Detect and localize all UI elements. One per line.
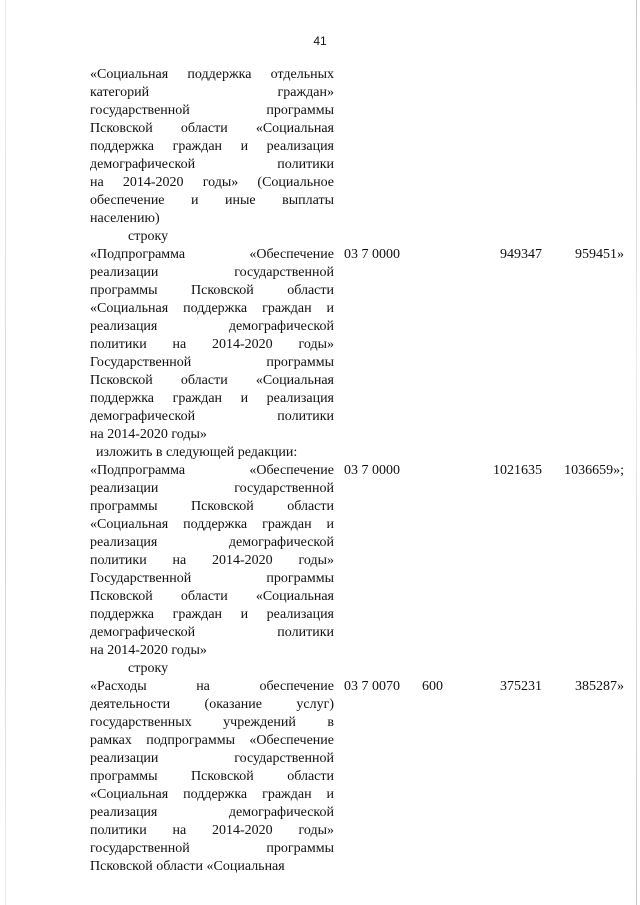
row-new-description	[90, 462, 334, 660]
text-line: реализация демографической	[90, 319, 334, 334]
row-expenses-code: 03 7 0070	[344, 679, 400, 694]
text-line: обеспечение и иные выплаты	[90, 193, 334, 208]
text-line: Псковской области «Социальная	[90, 121, 334, 136]
row-old-value-2: 959451»	[575, 247, 624, 262]
text-line: Псковской области «Социальная	[90, 859, 285, 874]
text-line: политики на 2014-2020 годы»	[90, 337, 334, 352]
row-old-value-1: 949347	[500, 247, 542, 262]
text-line: государственных учреждений в	[90, 715, 334, 730]
text-line: демографической политики	[90, 625, 334, 640]
text-line: «Социальная поддержка отдельных	[90, 67, 334, 82]
text-line: демографической политики	[90, 409, 334, 424]
text-line: реализации государственной	[90, 265, 334, 280]
note-stroku-2: строку	[128, 661, 169, 676]
table-row-new-subprogram	[90, 462, 640, 660]
text-line: деятельности (оказание услуг)	[90, 697, 334, 712]
intro-block	[90, 66, 640, 228]
row-old-code: 03 7 0000	[344, 247, 400, 262]
text-line: поддержка граждан и реализация	[90, 139, 334, 154]
row-expenses-expense-type: 600	[422, 679, 443, 694]
text-line: поддержка граждан и реализация	[90, 391, 334, 406]
text-line: «Подпрограмма «Обеспечение	[90, 247, 334, 262]
scan-edge-left	[5, 0, 6, 905]
text-line: «Социальная поддержка граждан и	[90, 517, 334, 532]
table-row-old-subprogram	[90, 246, 640, 444]
text-line: реализация демографической	[90, 805, 334, 820]
text-line: государственной программы	[90, 841, 334, 856]
text-line: политики на 2014-2020 годы»	[90, 553, 334, 568]
text-line: «Социальная поддержка граждан и	[90, 301, 334, 316]
text-line: демографической политики	[90, 157, 334, 172]
text-line: государственной программы	[90, 103, 334, 118]
text-line: «Расходы на обеспечение	[90, 679, 334, 694]
intro-description	[90, 66, 334, 228]
text-line: реализации государственной	[90, 751, 334, 766]
row-expenses-value-1: 375231	[500, 679, 542, 694]
text-line: реализация демографической	[90, 535, 334, 550]
text-line: политики на 2014-2020 годы»	[90, 823, 334, 838]
text-line: поддержка граждан и реализация	[90, 607, 334, 622]
text-line: программы Псковской области	[90, 283, 334, 298]
text-line: категорий граждан»	[90, 85, 334, 100]
text-line: Псковской области «Социальная	[90, 373, 334, 388]
text-line: «Социальная поддержка граждан и	[90, 787, 334, 802]
row-new-code: 03 7 0000	[344, 463, 400, 478]
note-stroku-1: строку	[128, 229, 169, 244]
row-new-value-1: 1021635	[493, 463, 542, 478]
text-line: реализации государственной	[90, 481, 334, 496]
text-line: рамках подпрограммы «Обеспечение	[90, 733, 334, 748]
table-row-expenses	[90, 678, 640, 876]
document-body	[90, 66, 640, 876]
text-line: программы Псковской области	[90, 769, 334, 784]
page-number: 41	[313, 34, 327, 48]
text-line: на 2014-2020 годы»	[90, 643, 207, 658]
text-line: «Подпрограмма «Обеспечение	[90, 463, 334, 478]
row-expenses-value-2: 385287»	[575, 679, 624, 694]
text-line: населению)	[90, 211, 160, 226]
row-new-value-2: 1036659»;	[564, 463, 624, 478]
text-line: Государственной программы	[90, 355, 334, 370]
text-line: на 2014-2020 годы»	[90, 427, 207, 442]
row-expenses-description	[90, 678, 334, 876]
text-line: Псковской области «Социальная	[90, 589, 334, 604]
text-line: Государственной программы	[90, 571, 334, 586]
text-line: на 2014-2020 годы» (Социальное	[90, 175, 334, 190]
row-old-description	[90, 246, 334, 444]
note-new-edition: изложить в следующей редакции:	[96, 445, 298, 460]
text-line: программы Псковской области	[90, 499, 334, 514]
